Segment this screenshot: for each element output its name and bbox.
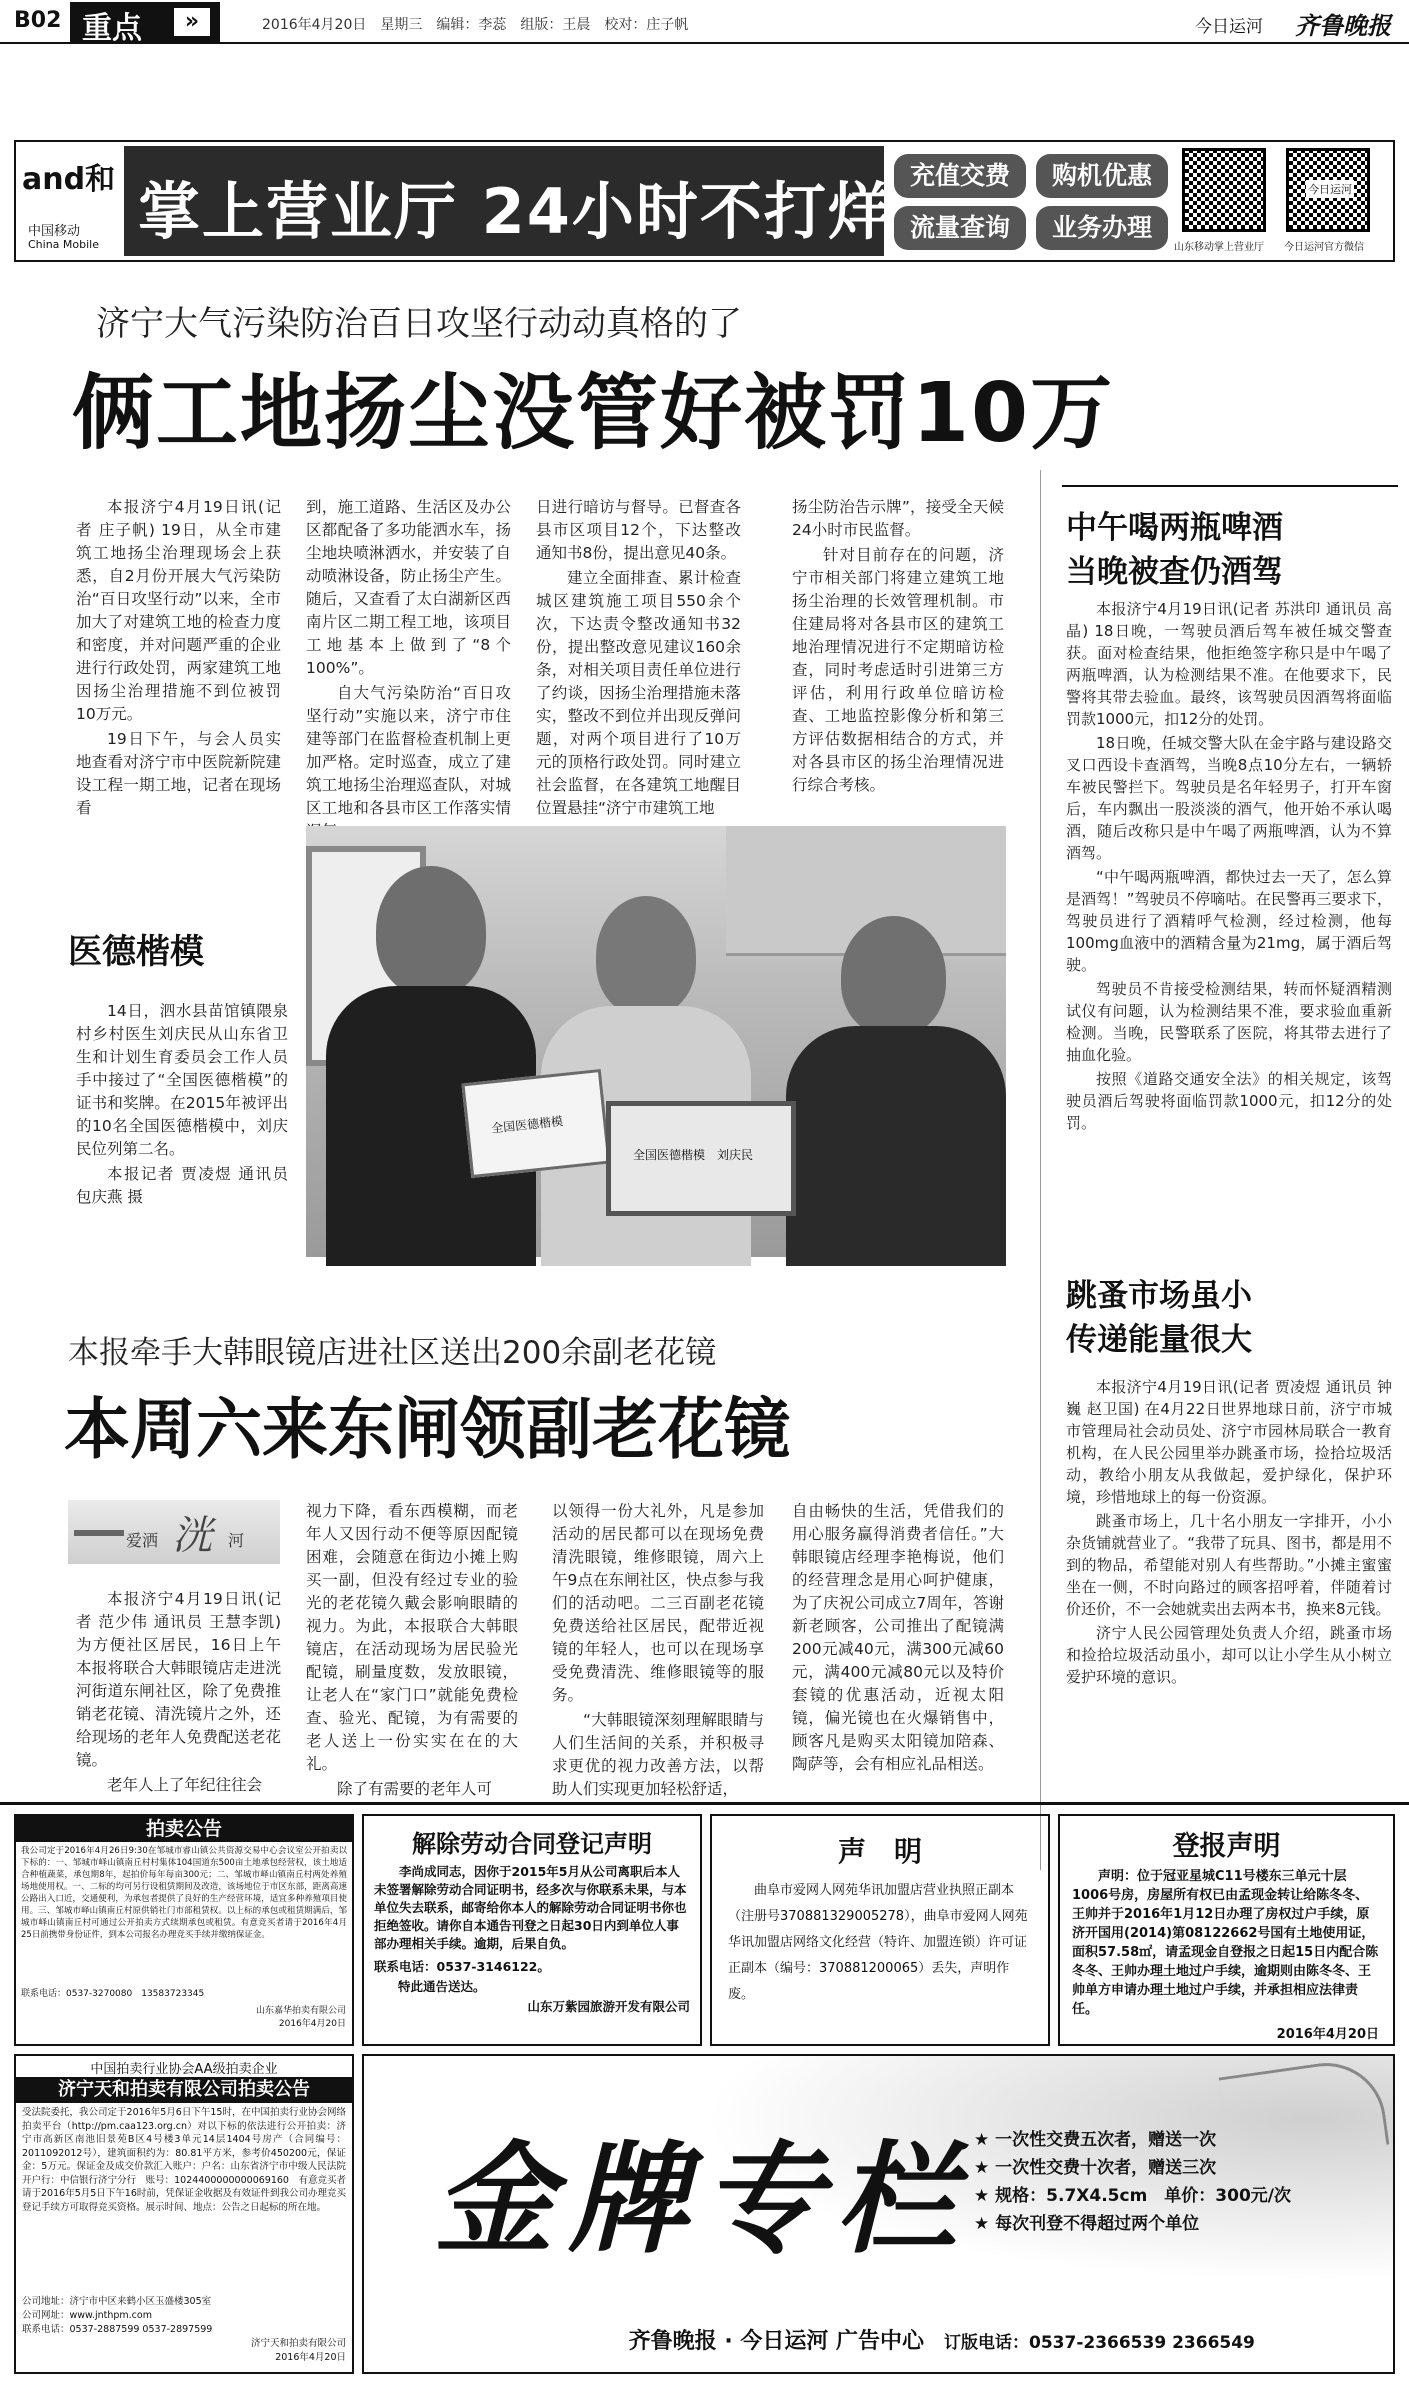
china-mobile-en: China Mobile <box>28 238 100 251</box>
labor-body: 李尚成同志，因你于2015年5月从公司离职后本人未签署解除劳动合同证明书，经多次与你联系未果，与本单位失去联系，邮寄给你本人的解除劳动合同证明书你也拒绝签收。请你自本通告刊登之日起30日内到单位人事部办理相关手续。逾期，后果自负。 <box>374 1864 687 1951</box>
flea-title-2: 传递能量很大 <box>1066 1322 1252 1358</box>
paper-logo: 齐鲁晚报 <box>1295 11 1391 40</box>
drunk-article <box>1066 598 1392 1136</box>
column-divider <box>1040 470 1041 1870</box>
ad-tag-phone-deal: 购机优惠 <box>1036 154 1168 198</box>
auction1-date: 2016年4月20日 <box>278 2019 346 2029</box>
doctor-byline: 本报记者 贾凌煜 通讯员 包庆燕 摄 <box>76 1165 288 1206</box>
love-river-logo <box>68 1500 280 1564</box>
doctor-body: 14日，泗水县苗馆镇隈泉村乡村医生刘庆民从山东省卫生和计划生育委员会工作人员手中接过了“全国医德楷模”的证书和奖牌。在2015年被评出的10名全国医德楷模中，刘庆民位列第二名。 <box>76 1002 288 1158</box>
gold-ad-item: ★ 一次性交费十次者，赠送三次 <box>974 2158 1217 2178</box>
lead-column-2 <box>306 496 511 845</box>
section-badge <box>70 2 220 46</box>
auction-notice-2 <box>14 2054 354 2374</box>
ad-slogan: 掌上营业厅 24小时不打烊 <box>138 175 892 248</box>
flea-paragraph: 本报济宁4月19日讯(记者 贾凌煜 通讯员 钟巍 赵卫国) 在4月22日世界地球日前，济宁市城市管理局社会动员处、济宁市园林局联合一教育机构，在人民公园里举办跳蚤市场，捡拾垃圾活动，教给小朋友从我做起，爱护绿化，保护环境，珍惜地球上的每一份资源。 <box>1066 1378 1392 1506</box>
glasses-column-3 <box>552 1500 764 1803</box>
register-body: 声明：位于冠亚星城C11号楼东三单元十层1006号房，房屋所有权已由孟现金转让给陈冬冬、王帅并于2016年1月12日办理了房权过户手续，原济开国用(2014)第08122662号国有土地使用证，面积57.58㎡，请孟现金自登报之日起15日内配合陈冬冬、王帅办理土地过户手续，逾期则由陈冬冬、王帅单方申请办理土地过户手续，并承担相应法律责任。 <box>1072 1869 1379 2017</box>
register-notice <box>1058 1814 1395 2046</box>
glasses-paragraph: 视力下降，看东西模糊，而老年人又因行动不便等原因配镜困难，会随意在街边小摊上购买一副，但没有经过专业的验光的老花镜久戴会影响眼睛的视力。为此，本报联合大韩眼镜店，在活动现场为居民验光配镜，刷量度数，发放眼镜，让老人在“家门口”就能免费检查、验光、配镜，为有需要的老人送上一份实实在在的大礼。 <box>306 1502 518 1773</box>
certificate-text: 全国医德楷模 <box>490 1114 564 1136</box>
glasses-column-1 <box>76 1588 281 1799</box>
logo-text-2: 洸 <box>172 1513 212 1559</box>
gold-ad <box>362 2054 1395 2374</box>
register-date: 2016年4月20日 <box>1276 2027 1379 2042</box>
page-number: B02 <box>14 8 62 33</box>
page-header <box>0 0 1409 44</box>
qr-code-mobile <box>1182 148 1266 232</box>
statement-body: 曲阜市爱网人网苑华讯加盟店营业执照正副本（注册号370881329005278），曲阜市爱网人网苑华讯加盟店网络文化经营（特许、加盟连锁）许可证正副本（编号：370881200065）丢失，声明作废。 <box>728 1883 1028 2002</box>
doctor-caption <box>76 1000 288 1211</box>
lead-column-3 <box>536 496 741 822</box>
glasses-kicker: 本报牵手大韩眼镜店进社区送出200余副老花镜 <box>68 1335 717 1371</box>
glasses-headline: 本周六来东闸领副老花镜 <box>64 1391 790 1468</box>
glasses-column-4 <box>792 1500 1004 1778</box>
auction1-title: 拍卖公告 <box>16 1816 352 1842</box>
notices-top-rule <box>0 1802 1409 1805</box>
labor-contact: 联系电话：0537-3146122。 <box>374 1959 550 1974</box>
labor-company: 山东万紫园旅游开发有限公司 <box>527 1999 690 2014</box>
lead-paragraph: 自大气污染防治“百日攻坚行动”实施以来，济宁市住建等部门在监督检查机制上更加严格。定时巡查，成立了建筑工地扬尘治理巡查队，对城区工地和各县市区工作落实情 <box>306 684 511 817</box>
header-right-label: 今日运河 <box>1195 17 1263 37</box>
ad-tag-recharge: 充值交费 <box>894 154 1026 198</box>
photo-person-right <box>841 916 946 1036</box>
right-col-top-rule <box>1062 485 1398 487</box>
lead-paragraph: 本报济宁4月19日讯(记者 庄子帆) 19日，从全市建筑工地扬尘治理现场会上获悉，自2月份开展大气污染防治“百日攻坚行动”以来，全市加大了对建筑工地的检查力度和密度，并对问题严重的企业进行行政处罚，两家建筑工地因扬尘治理措施不到位被罚10万元。 <box>76 498 281 723</box>
auction2-company: 济宁天和拍卖有限公司 <box>250 2338 346 2349</box>
chevron-right-icon: » <box>174 8 210 36</box>
logo-text-1: 爱洒 <box>126 1531 159 1550</box>
drunk-paragraph: 本报济宁4月19日讯(记者 苏洪印 通讯员 高晶) 18日晚，一驾驶员酒后驾车被任城交警查获。面对检查结果，他拒绝签字称只是中午喝了两瓶啤酒，认为检测结果不准。在他要求下，民警将其带去验血。最终，该驾驶员因酒驾将面临罚款1000元，扣12分的处罚。 <box>1066 600 1392 728</box>
qr1-caption: 山东移动掌上营业厅 <box>1174 242 1264 253</box>
photo-certificate <box>461 1069 610 1178</box>
qr2-label: 今日运河 <box>1306 180 1354 198</box>
gold-ad-item: ★ 每次刊登不得超过两个单位 <box>974 2214 1200 2234</box>
drunk-paragraph: 驾驶员不肯接受检测结果，转而怀疑酒精测试仪有问题，认为检测结果不准，要求验血重新检测。当晚，民警联系了医院，将其带去进行了抽血化验。 <box>1066 980 1392 1064</box>
photo-person-left <box>376 866 486 996</box>
photo-person-right-body <box>786 1026 1006 1266</box>
lead-paragraph: 建立全面排查、累计检查城区建筑施工项目550余个次，下达责令整改通知书32份，提出整改意见建议160余条，对相关项目责任单位进行了约谈，因扬尘治理措施未落实，整改不到位并出现反弹问题，对两个项目进行了10万元的顶格行政处罚。同时建立社会监督，在各建筑工地醒目位置悬挂“济宁市建筑工地 <box>536 569 741 817</box>
labor-title: 解除劳动合同登记声明 <box>412 1830 652 1858</box>
ad-banner <box>14 140 1395 262</box>
glasses-paragraph: 自由畅快的生活，凭借我们的用心服务赢得消费者信任。”大韩眼镜店经理李艳梅说，他们的经营理念是用心呵护健康，为了庆祝公司成立7周年，答谢新老顾客，公司推出了配镜满200元减40元，满300元减60元，满400元减80元以及特价套镜的优惠活动，近视太阳镜，偏光镜也在火爆销售中，顾客凡是购买太阳镜加陪森、陶萨等，会有相应礼品相送。 <box>792 1502 1004 1773</box>
labor-note: 特此通告送达。 <box>398 1979 486 1994</box>
qr2-caption: 今日运河官方微信 <box>1284 242 1364 253</box>
lead-paragraph: 到，施工道路、生活区及办公区都配备了多功能洒水车，扬尘地块喷淋洒水，并安装了自动喷淋设备，防止扬尘产生。随后，又查看了太白湖新区西南片区二期工程工地，该项目工地基本上做到了“8个100%”。 <box>306 498 511 677</box>
auction2-pre: 中国拍卖行业协会AA级拍卖企业 <box>90 2062 278 2077</box>
flea-paragraph: 济宁人民公园管理处负责人介绍，跳蚤市场和捡拾垃圾活动虽小，却可以让小学生从小树立爱护环境的意识。 <box>1066 1624 1392 1686</box>
labor-notice <box>362 1814 702 2046</box>
logo-text-3: 河 <box>228 1531 245 1550</box>
glasses-paragraph: 以领得一份大礼外，凡是参加活动的居民都可以在现场免费清洗眼镜，维修眼镜，周六上午9点在东闸社区，快点参与我们的活动吧。二三百副老花镜免费送给社区居民，配带近视镜的年轻人，也可以在现场享受免费清洗、维修眼镜等的服务。 <box>552 1502 764 1704</box>
drunk-paragraph: 18日晚，任城交警大队在金宇路与建设路交叉口西设卡查酒驾，当晚8点10分左右，一辆轿车被民警拦下。驾驶员是名年轻男子，打开车窗后，车内飘出一股淡淡的酒气，他开始不承认喝酒，随后改称只是中午喝了两瓶啤酒，认为不算酒驾。 <box>1066 734 1392 862</box>
auction2-phone: 联系电话：0537-2887599 0537-2897599 <box>22 2324 213 2335</box>
auction1-body: 我公司定于2016年4月26日9:30在邹城市睿山镇公共资源交易中心会议室公开拍卖以下标的：一、邹城市峄山镇南丘村村集体104国道东500亩土地承包经营权，该土地适合种植蔬菜，承包期8年，起拍价每年每亩300元；二、邹城市峄山镇南丘村两处养殖场地使用权。一、二标的均可另行设租赁期间及改造，该场地位于市区东部，距离高速公路出入口近，交通便利，为承包者提供了良好的生产经营环境，适宜多种养殖项目使用。三、邹城市峄山镇南丘村原供销社门市部租赁权。以上标的承包或租赁期满后，邹城市峄山镇南丘村可通过公开拍卖方式续期承包或租赁。有意竞买者请于2016年4月25日前携带身份证件，到本公司报名办理竞买手续并缴纳保证金。 <box>21 1846 347 1940</box>
auction2-date: 2016年4月20日 <box>275 2352 346 2363</box>
flea-article <box>1066 1376 1392 1690</box>
drunk-title-2: 当晚被查仍酒驾 <box>1066 554 1283 590</box>
gold-ad-footer: 齐鲁晚报 · 今日运河 广告中心 <box>628 2329 924 2354</box>
flea-title-1: 跳蚤市场虽小 <box>1066 1278 1252 1314</box>
statement-notice <box>710 1814 1050 2046</box>
auction1-phone: 联系电话：0537-3270080 13583723345 <box>21 1989 205 1999</box>
lead-column-4 <box>792 496 1004 799</box>
lead-paragraph: 19日下午，与会人员实地查看对济宁市中医院新院建设工程一期工地，记者在现场看 <box>76 730 281 817</box>
lead-column-1 <box>76 496 281 822</box>
lead-paragraph: 针对目前存在的问题，济宁市相关部门将建立建筑工地扬尘治理的长效管理机制。市住建局将对各县市区的建筑工地治理情况进行不定期暗访检查，同时考虑适时引进第三方评估，利用行政单位暗访检查、工地监控影像分析和第三方评估数据相结合的方式，并对各县市区的扬尘治理情况进行综合考核。 <box>792 546 1004 794</box>
drunk-paragraph: “中午喝两瓶啤酒，都快过去一天了，怎么算是酒驾！”驾驶员不停嘀咕。在民警再三要求下，驾驶员进行了酒精呼气检测，经过检测，他每100mg血液中的酒精含量为21mg，属于酒后驾驶。 <box>1066 868 1392 974</box>
page-meta: 2016年4月20日 星期三 编辑：李蕊 组版：王晨 校对：庄子帆 <box>262 17 689 33</box>
lead-headline: 俩工地扬尘没管好被罚10万 <box>72 366 1115 461</box>
logo-bridge <box>74 1530 124 1536</box>
lead-kicker: 济宁大气污染防治百日攻坚行动动真格的了 <box>96 304 742 344</box>
auction-notice-1 <box>14 1814 354 2046</box>
photo-person-center <box>596 896 696 1016</box>
and-logo: and和 <box>22 162 116 197</box>
gold-ad-phone: 订版电话：0537-2366539 2366549 <box>944 2333 1255 2353</box>
lead-paragraph: 日进行暗访与督导。已督查各县市区项目12个，下达整改通知书8份，提出意见40条。 <box>536 498 741 562</box>
gold-ad-item: ★ 规格：5.7X4.5cm 单价：300元/次 <box>974 2186 1291 2206</box>
ad-tag-service: 业务办理 <box>1036 206 1168 250</box>
gold-ad-items <box>974 2126 1291 2238</box>
china-mobile-logo: 中国移动 <box>28 224 81 239</box>
flea-paragraph: 跳蚤市场上，几十名小朋友一字排开，小小杂货铺就营业了。“我带了玩具、图书，都是用不到的物品，希望能对别人有些帮助。”小摊主蜜蜜坐在一侧，不时向路过的顾客招呼着，伴随着讨价还价，不一会她就卖出去两本书，换来8元钱。 <box>1066 1512 1392 1618</box>
statement-title: 声 明 <box>837 1835 922 1868</box>
glasses-paragraph: 本报济宁4月19日讯(记者 范少伟 通讯员 王慧李凯) 为方便社区居民，16日上午本报将联合大韩眼镜店走进洸河街道东闸社区，除了免费推销老花镜、清洗镜片之外，还给现场的老年人免费配送老花镜。 <box>76 1590 281 1769</box>
glasses-column-2 <box>306 1500 518 1803</box>
glasses-paragraph: “大韩眼镜深刻理解眼睛与人们生活间的关系，并积极寻求更优的视力改善方法，以帮助人们实现更加轻松舒适， <box>552 1711 764 1798</box>
doctor-photo <box>306 826 1006 1257</box>
drunk-title-1: 中午喝两瓶啤酒 <box>1066 510 1283 546</box>
gold-ad-item: ★ 一次性交费五次者，赠送一次 <box>974 2130 1217 2150</box>
auction2-addr: 公司地址：济宁市中区来鹤小区玉盛楼305室 <box>22 2296 212 2307</box>
plaque-text: 全国医德楷模 刘庆民 <box>633 1148 754 1162</box>
ad-tag-data-query: 流量查询 <box>894 206 1026 250</box>
gold-ad-calligraphy: 金牌专栏 <box>434 2129 970 2270</box>
drunk-paragraph: 按照《道路交通安全法》的相关规定，该驾驶员酒后驾驶将面临罚款1000元，扣12分的处罚。 <box>1066 1070 1392 1132</box>
auction2-site: 公司网址：www.jnthpm.com <box>22 2310 152 2321</box>
auction2-title: 济宁天和拍卖有限公司拍卖公告 <box>16 2077 352 2103</box>
glasses-paragraph: 老年人上了年纪往往会 <box>107 1776 263 1794</box>
auction1-company: 山东嘉华拍卖有限公司 <box>255 2006 346 2016</box>
doctor-title: 医德楷模 <box>68 932 204 972</box>
section-title: 重点 <box>82 11 142 46</box>
auction2-body: 受法院委托，我公司定于2016年5月6日下午15时，在中国拍卖行业协会网络拍卖平台（http://pm.caa123.org.cn）对以下标的依法进行公开拍卖：济宁市高新区南池旧景苑B区4号楼3单元14层1404号房产（合同编号：2011092012号），建筑面积约为：80.81平方米，参考价450200元，保证金：5万元。保证金及成交价款汇入账户：户名：山东省济宁市中级人民法院 开户行：中信银行济宁分行 账号：1024400000000069160 有意竞买者请于2016年5月5日下午16时前，凭保证金收据及有效证件到我公司办理竞买登记手续方可取得竞买资格。展示时间、地点：公告之日起标的所在地。 <box>22 2107 356 2213</box>
photo-plaque <box>606 1101 796 1216</box>
lead-paragraph: 扬尘防治告示牌”，接受全天候24小时市民监督。 <box>792 498 1004 539</box>
glasses-paragraph: 除了有需要的老年人可 <box>337 1780 493 1798</box>
register-title: 登报声明 <box>1172 1831 1281 1862</box>
